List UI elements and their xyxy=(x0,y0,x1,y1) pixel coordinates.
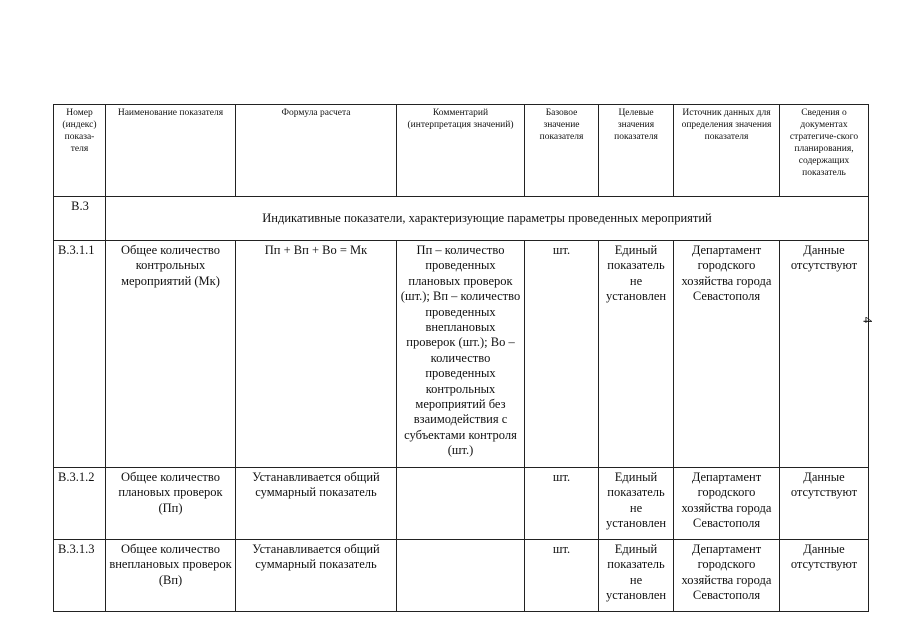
header-name: Наименование показателя xyxy=(106,105,236,197)
row-name: Общее количество плановых проверок (Пп) xyxy=(106,468,236,540)
row-target: Единый показатель не установлен xyxy=(599,540,674,612)
row-name: Общее количество внеплановых проверок (Вп) xyxy=(106,540,236,612)
header-index: Номер (индекс) показа-теля xyxy=(54,105,106,197)
row-code: В.3.1.3 xyxy=(54,540,106,612)
section-row xyxy=(54,197,869,241)
row-code: В.3.1.1 xyxy=(54,241,106,468)
row-comment xyxy=(397,540,525,612)
row-target: Единый показатель не установлен xyxy=(599,468,674,540)
row-source: Департамент городского хозяйства города Севастополя xyxy=(674,241,780,468)
table-row xyxy=(54,241,869,468)
row-source: Департамент городского хозяйства города Севастополя xyxy=(674,540,780,612)
row-formula: Устанавливается общий суммарный показатель xyxy=(236,468,397,540)
header-docs: Сведения о документах стратегиче-ского планирования, содержащих показатель xyxy=(780,105,869,197)
indicator-table xyxy=(53,104,869,612)
row-code: В.3.1.2 xyxy=(54,468,106,540)
row-comment xyxy=(397,468,525,540)
section-title: Индикативные показатели, характеризующие параметры проведенных мероприятий xyxy=(106,197,869,241)
row-base: шт. xyxy=(525,468,599,540)
header-comment: Комментарий (интерпретация значений) xyxy=(397,105,525,197)
row-docs: Данные отсутствуют xyxy=(780,241,869,468)
row-target: Единый показатель не установлен xyxy=(599,241,674,468)
row-docs: Данные отсутствуют xyxy=(780,468,869,540)
row-source: Департамент городского хозяйства города Севастополя xyxy=(674,468,780,540)
header-source: Источник данных для определения значения показателя xyxy=(674,105,780,197)
row-base: шт. xyxy=(525,241,599,468)
table-row xyxy=(54,540,869,612)
row-comment: Пп – количество проведенных плановых проверок (шт.); Вп – количество проведенных внеплановых проверок (шт.); Во – количество проведенных контрольных мероприятий без взаимодействия с субъектами контроля (шт.) xyxy=(397,241,525,468)
header-base: Базовое значение показателя xyxy=(525,105,599,197)
row-base: шт. xyxy=(525,540,599,612)
header-target: Целевые значения показателя xyxy=(599,105,674,197)
page-number: 4 xyxy=(860,316,876,324)
header-formula: Формула расчета xyxy=(236,105,397,197)
row-formula: Устанавливается общий суммарный показатель xyxy=(236,540,397,612)
table-row xyxy=(54,468,869,540)
section-code: В.3 xyxy=(54,197,106,241)
row-name: Общее количество контрольных мероприятий (Мк) xyxy=(106,241,236,468)
table-header-row xyxy=(54,105,869,197)
row-docs: Данные отсутствуют xyxy=(780,540,869,612)
row-formula: Пп + Вп + Во = Мк xyxy=(236,241,397,468)
